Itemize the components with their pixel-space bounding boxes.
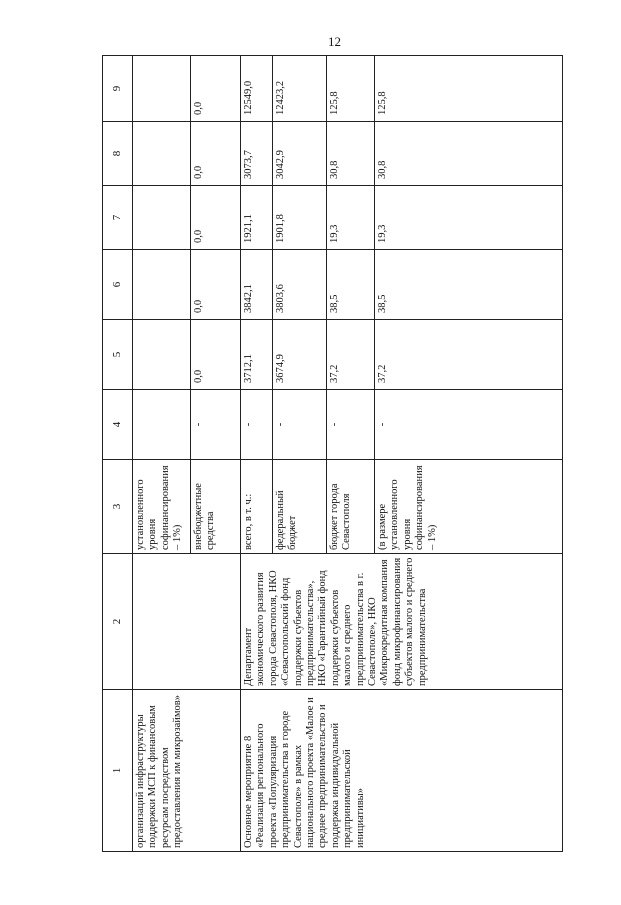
value-cell: - [327, 390, 375, 460]
header-cell: 7 [103, 186, 133, 250]
value-cell [133, 122, 191, 186]
funding-source-cell: бюджет города Севастополя [327, 460, 375, 554]
header-cell: 8 [103, 122, 133, 186]
value-cell: 12423,2 [273, 56, 327, 122]
value-cell: 0,0 [191, 56, 241, 122]
value-cell: 38,5 [375, 250, 563, 320]
table-row [241, 56, 273, 852]
value-cell: 0,0 [191, 250, 241, 320]
value-cell: 37,2 [327, 320, 375, 390]
table-row [133, 56, 191, 852]
funding-source-cell: внебюджетные средства [191, 460, 241, 554]
header-cell: 1 [103, 690, 133, 852]
funding-source-cell: установленного уровня софинансирования – 1%) [133, 460, 191, 554]
header-row [103, 56, 133, 852]
rotated-table-container [102, 56, 563, 852]
executor-cell: Департамент экономического развития города Севастополя, НКО «Севастопольский фонд поддержки субъектов предпринимательства», НКО «Гарантийный фонд поддержки субъектов малого и среднего предпринимательства в г. Севастополе», НКО «Микрокредитная компания фонд микрофинансирования субъектов малого и среднего предпринимательства [241, 554, 563, 690]
value-cell: 12549,0 [241, 56, 273, 122]
value-cell: 3803,6 [273, 250, 327, 320]
executor-cell [133, 554, 241, 690]
value-cell: 0,0 [191, 320, 241, 390]
value-cell: 19,3 [375, 186, 563, 250]
event-name-cell: Основное мероприятие 8 «Реализация регионального проекта «Популяризация предпринимательства в городе Севастополе» в рамках национального проекта «Малое и среднее предпринимательство и поддержка индивидуальной предпринимательской инициативы» [241, 690, 563, 852]
value-cell: - [241, 390, 273, 460]
funding-source-cell: (в размере установленного уровня софинансирования – 1%) [375, 460, 563, 554]
value-cell: 30,8 [375, 122, 563, 186]
value-cell: 3042,9 [273, 122, 327, 186]
header-cell: 9 [103, 56, 133, 122]
value-cell: - [375, 390, 563, 460]
value-cell: 0,0 [191, 122, 241, 186]
funding-source-cell: федеральный бюджет [273, 460, 327, 554]
value-cell: 1901,8 [273, 186, 327, 250]
value-cell: 30,8 [327, 122, 375, 186]
funding-source-cell: всего, в т. ч.: [241, 460, 273, 554]
value-cell: 37,2 [375, 320, 563, 390]
value-cell [133, 250, 191, 320]
value-cell: - [191, 390, 241, 460]
value-cell: 3842,1 [241, 250, 273, 320]
value-cell: 38,5 [327, 250, 375, 320]
header-cell: 4 [103, 390, 133, 460]
value-cell: 1921,1 [241, 186, 273, 250]
event-name-cell: организаций инфраструктуры поддержки МСП к финансовым ресурсам посредством предоставления им микрозаймов» [133, 690, 241, 852]
value-cell: - [273, 390, 327, 460]
value-cell: 0,0 [191, 186, 241, 250]
header-cell: 3 [103, 460, 133, 554]
value-cell [133, 390, 191, 460]
budget-table [102, 55, 563, 852]
value-cell: 125,8 [327, 56, 375, 122]
header-cell: 6 [103, 250, 133, 320]
header-cell: 5 [103, 320, 133, 390]
value-cell [133, 186, 191, 250]
value-cell: 125,8 [375, 56, 563, 122]
value-cell [133, 56, 191, 122]
value-cell: 3073,7 [241, 122, 273, 186]
page-number: 12 [328, 34, 341, 49]
value-cell: 19,3 [327, 186, 375, 250]
value-cell: 3712,1 [241, 320, 273, 390]
value-cell: 3674,9 [273, 320, 327, 390]
value-cell [133, 320, 191, 390]
header-cell: 2 [103, 554, 133, 690]
